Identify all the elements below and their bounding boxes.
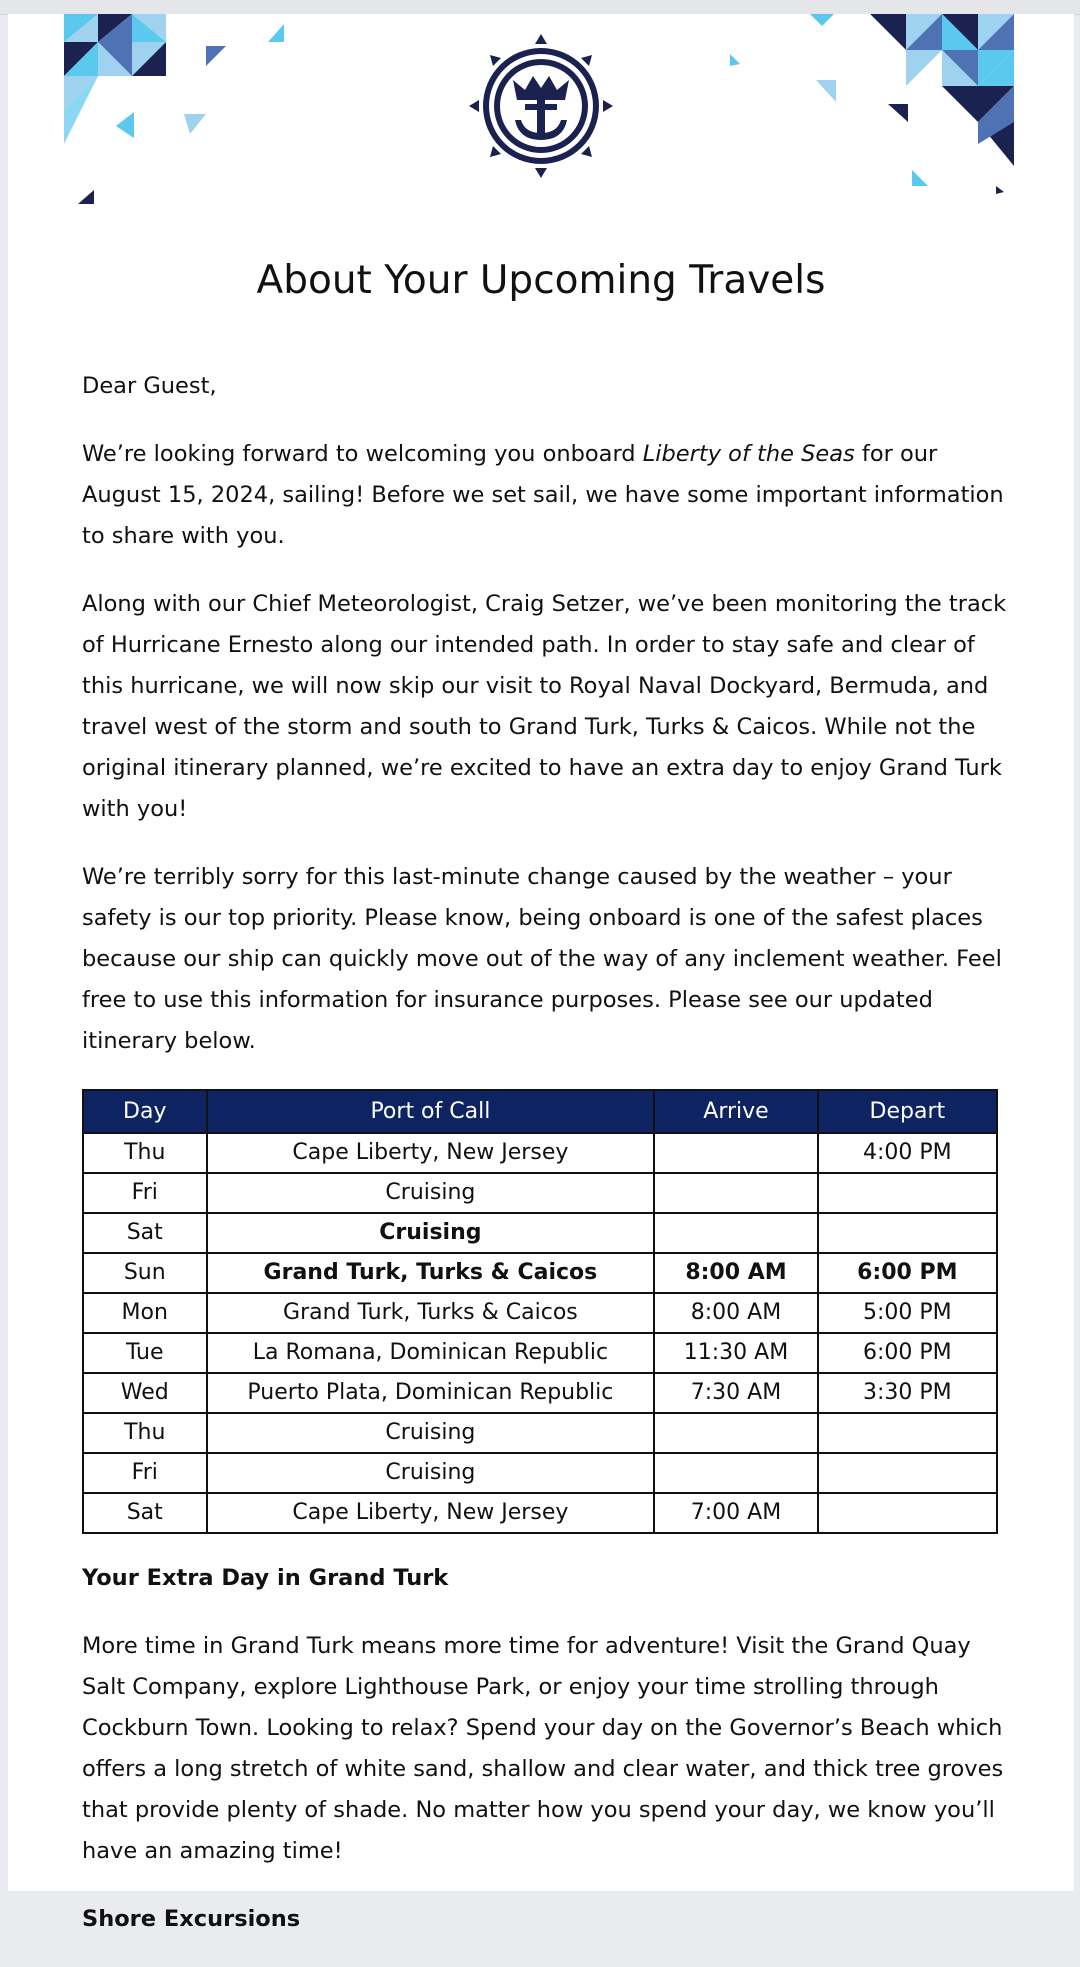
cell-day: Sat — [83, 1493, 207, 1533]
table-row — [83, 1493, 997, 1533]
cell-arrive — [654, 1213, 817, 1253]
itinerary-table — [82, 1089, 998, 1534]
left-triangle-pattern — [64, 14, 284, 204]
ship-name: Liberty of the Seas — [642, 441, 855, 467]
right-triangle-pattern — [730, 14, 1014, 194]
cell-arrive: 11:30 AM — [654, 1333, 817, 1373]
cell-day: Sun — [83, 1253, 207, 1293]
apology-paragraph: We’re terribly sorry for this last-minute change caused by the weather – your safety is our top priority. Please know, being onboard is one of the safest places because our ship can quickly move out of the way of any inclement weather. Feel free to use this information for insurance purposes. Please see our updated itinerary below. — [82, 864, 1002, 1054]
hurricane-paragraph: Along with our Chief Meteorologist, Craig Setzer, we’ve been monitoring the track of Hurricane Ernesto along our intended path. In order to stay safe and clear of this hurricane, we will now skip our visit to Royal Naval Dockyard, Bermuda, and travel west of the storm and south to Grand Turk, Turks & Caicos. While not the original itinerary planned, we’re excited to have an extra day to enjoy Grand Turk with you! — [82, 591, 1007, 822]
page-title: About Your Upcoming Travels — [256, 258, 826, 303]
cell-depart: 6:00 PM — [818, 1333, 997, 1373]
cell-port: Cruising — [207, 1453, 655, 1493]
cell-arrive — [654, 1413, 817, 1453]
header-port-of-call: Port of Call — [207, 1090, 655, 1133]
intro-paragraph — [82, 434, 1012, 557]
cell-depart — [818, 1453, 997, 1493]
browser-top-strip — [0, 0, 1080, 15]
cell-arrive: 7:00 AM — [654, 1493, 817, 1533]
cell-day: Thu — [83, 1413, 207, 1453]
greeting: Dear Guest, — [82, 373, 217, 399]
table-row — [83, 1173, 997, 1213]
geometric-triangle-pattern — [8, 14, 1074, 214]
royal-caribbean-crown-anchor-logo — [469, 34, 613, 178]
table-row — [83, 1453, 997, 1493]
shore-excursions-heading: Shore Excursions — [82, 1906, 301, 1932]
cell-day: Fri — [83, 1173, 207, 1213]
cell-port: Cruising — [207, 1413, 655, 1453]
cell-depart: 4:00 PM — [818, 1133, 997, 1173]
cell-depart — [818, 1173, 997, 1213]
cell-port: Cape Liberty, New Jersey — [207, 1133, 655, 1173]
table-row — [83, 1253, 997, 1293]
cell-arrive — [654, 1173, 817, 1213]
header-arrive: Arrive — [654, 1090, 817, 1133]
cell-depart: 3:30 PM — [818, 1373, 997, 1413]
cell-depart: 5:00 PM — [818, 1293, 997, 1333]
extra-day-paragraph: More time in Grand Turk means more time for adventure! Visit the Grand Quay Salt Company, explore Lighthouse Park, or enjoy your time strolling through Cockburn Town. Looking to relax? Spend your day on the Governor’s Beach which offers a long stretch of white sand, shallow and clear water, and thick tree groves that provide plenty of shade. No matter how you spend your day, we know you’ll have an amazing time! — [82, 1633, 1004, 1864]
cell-arrive: 7:30 AM — [654, 1373, 817, 1413]
cell-depart — [818, 1413, 997, 1453]
header-depart: Depart — [818, 1090, 997, 1133]
header-day: Day — [83, 1090, 207, 1133]
table-row — [83, 1213, 997, 1253]
cell-port: Grand Turk, Turks & Caicos — [207, 1293, 655, 1333]
table-row — [83, 1413, 997, 1453]
cell-port: La Romana, Dominican Republic — [207, 1333, 655, 1373]
table-row — [83, 1333, 997, 1373]
table-header-row — [83, 1090, 997, 1133]
intro-text-start: We’re looking forward to welcoming you onboard — [82, 441, 643, 467]
email-header-banner — [8, 14, 1074, 214]
cell-port: Cape Liberty, New Jersey — [207, 1493, 655, 1533]
cell-arrive: 8:00 AM — [654, 1253, 817, 1293]
cell-port: Cruising — [207, 1213, 655, 1253]
email-body — [8, 14, 1074, 1932]
cell-depart — [818, 1213, 997, 1253]
table-row — [83, 1293, 997, 1333]
cell-day: Mon — [83, 1293, 207, 1333]
cell-day: Fri — [83, 1453, 207, 1493]
cell-arrive: 8:00 AM — [654, 1293, 817, 1333]
cell-day: Tue — [83, 1333, 207, 1373]
cell-port: Puerto Plata, Dominican Republic — [207, 1373, 655, 1413]
cell-day: Wed — [83, 1373, 207, 1413]
cell-day: Sat — [83, 1213, 207, 1253]
cell-arrive — [654, 1453, 817, 1493]
table-row — [83, 1373, 997, 1413]
email-content — [82, 366, 1012, 1967]
extra-day-heading: Your Extra Day in Grand Turk — [82, 1565, 449, 1591]
cell-port: Cruising — [207, 1173, 655, 1213]
cell-port: Grand Turk, Turks & Caicos — [207, 1253, 655, 1293]
cell-arrive — [654, 1133, 817, 1173]
cell-day: Thu — [83, 1133, 207, 1173]
cell-depart: 6:00 PM — [818, 1253, 997, 1293]
table-row — [83, 1133, 997, 1173]
intro-text-end: for our August 15, 2024, sailing! Before we set sail, we have some important information to share with you. — [82, 441, 1004, 549]
cell-depart — [818, 1493, 997, 1533]
